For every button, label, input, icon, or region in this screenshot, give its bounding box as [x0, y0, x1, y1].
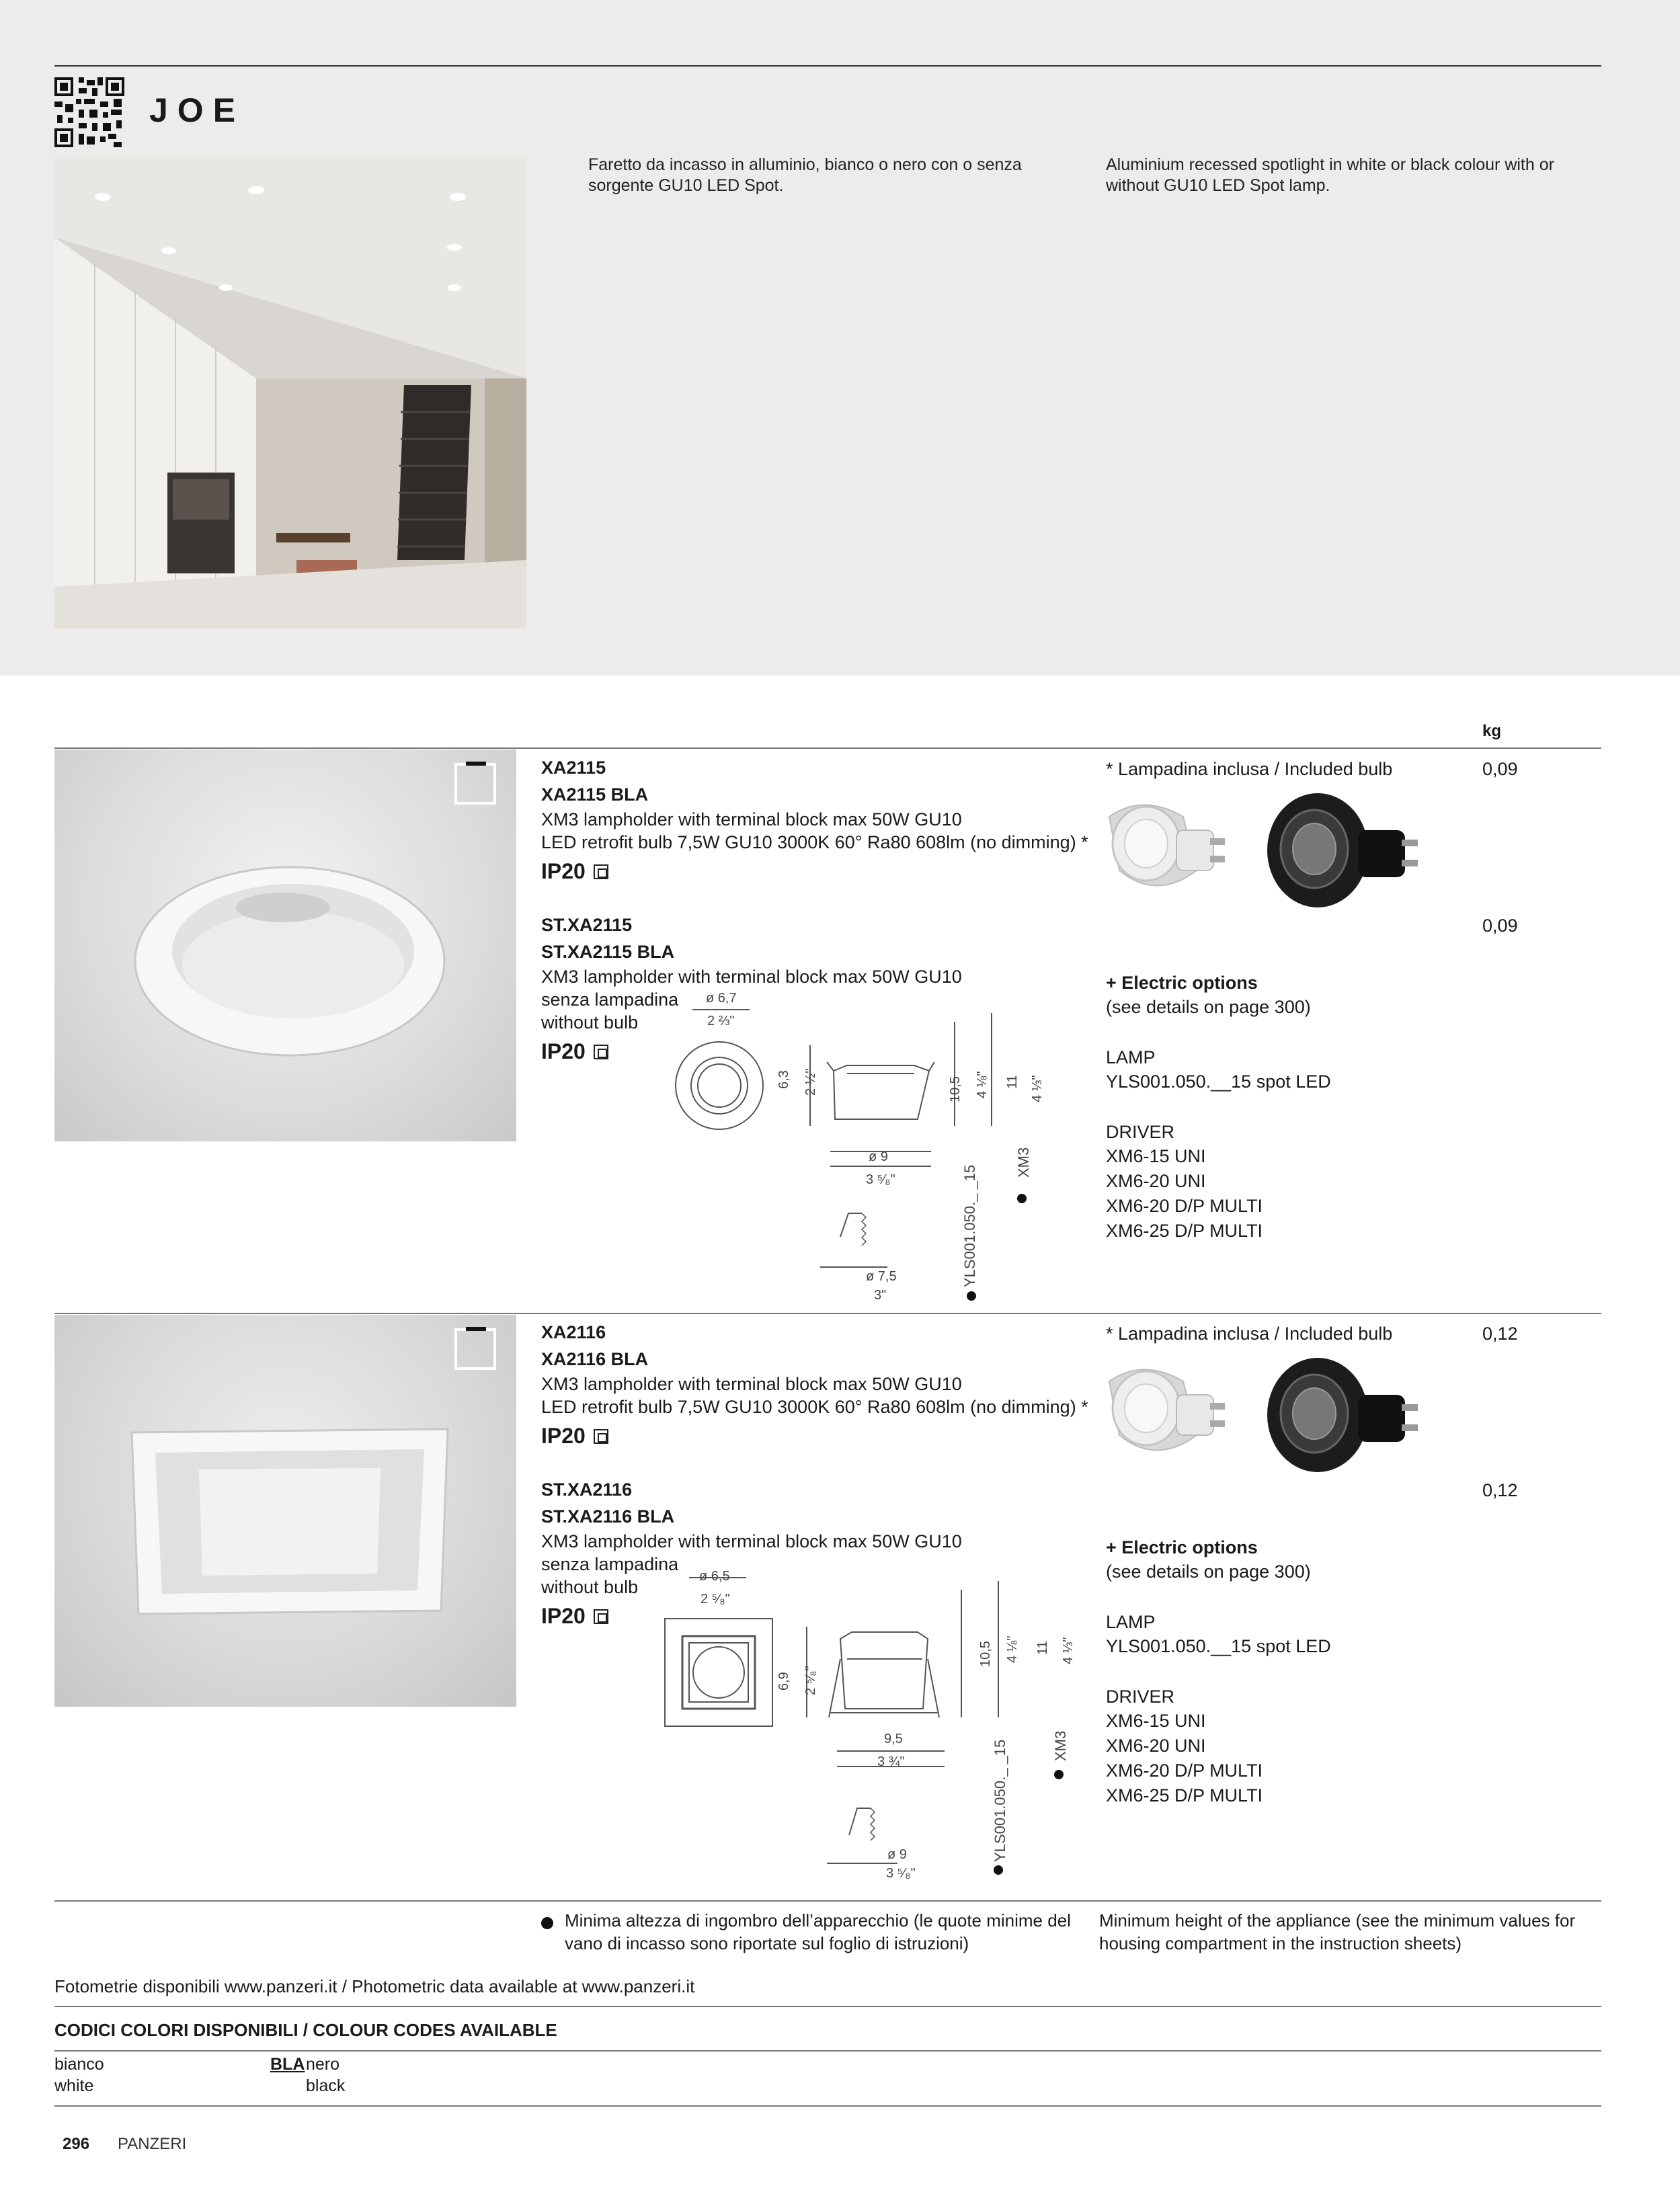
qr-code-icon[interactable]	[54, 77, 124, 147]
dim-h3-in: 4 ⅓"	[1030, 1075, 1045, 1102]
dim-h3: 11	[1005, 1075, 1020, 1089]
driver-item: XM6-15 UNI	[1106, 1146, 1206, 1166]
vertical-lamp-code: YLS001.050._ _15	[992, 1739, 1008, 1862]
dim-cutout-in: 3"	[874, 1288, 887, 1303]
weight-2: 0,09	[1482, 916, 1518, 936]
driver-item: XM6-15 UNI	[1106, 1711, 1206, 1731]
dim-cutout: ø 7,5	[866, 1269, 897, 1284]
photometric-note: Fotometrie disponibili www.panzeri.it / Photometric data available at www.panzeri.it	[54, 1976, 695, 1996]
senza-lampadina: senza lampadina	[541, 1554, 679, 1574]
colour-black-en: black	[306, 2076, 346, 2095]
product-code-st-black: ST.XA2116 BLA	[541, 1506, 675, 1527]
lampholder-spec: XM3 lampholder with terminal block max 50W GU10	[541, 1374, 962, 1394]
product-code-black: XA2115 BLA	[541, 784, 649, 805]
kg-column-header: kg	[1482, 722, 1502, 740]
dim-cutout: ø 9	[887, 1847, 907, 1862]
dim-diameter-top: ø 6,5	[699, 1569, 730, 1584]
dim-diameter-top-in: 2 ⁵⁄₈"	[701, 1592, 730, 1607]
ip-rating-st	[541, 1039, 608, 1064]
interior-photo	[54, 157, 526, 628]
driver-item: XM6-25 D/P MULTI	[1106, 1221, 1263, 1241]
vertical-xm3: XM3	[1052, 1730, 1069, 1761]
vertical-lamp-code: YLS001.050._ _15	[961, 1164, 978, 1287]
description-italian: Faretto da incasso in alluminio, bianco o nero con o senza sorgente GU10 LED Spot.	[588, 155, 1022, 195]
product-title: JOE	[149, 91, 245, 129]
brand-name: PANZERI	[118, 2135, 187, 2153]
page-number: 296	[63, 2135, 90, 2153]
dim-diameter-top: ø 6,7	[706, 991, 737, 1006]
min-height-note-it: Minima altezza di ingombro dell’apparecchio (le quote minime del vano di incasso sono riportate sul foglio di istruzioni)	[565, 1910, 1071, 1953]
class-ii-icon	[594, 864, 608, 879]
bulb-spec: LED retrofit bulb 7,5W GU10 3000K 60° Ra80 608lm (no dimming) *	[541, 832, 1088, 852]
square-shape-icon	[454, 1328, 496, 1370]
ip-rating-st	[541, 1604, 608, 1629]
included-bulb-note: * Lampadina inclusa / Included bulb	[1106, 1324, 1393, 1344]
without-bulb: without bulb	[541, 1577, 639, 1597]
included-bulb-note: * Lampadina inclusa / Included bulb	[1106, 759, 1393, 779]
class-ii-icon	[594, 1609, 608, 1624]
row-rule-1	[54, 747, 1601, 749]
row-rule-3	[54, 1900, 1601, 1902]
electric-options-link[interactable]: + Electric options	[1106, 1537, 1258, 1557]
product-code-st: ST.XA2115	[541, 915, 633, 935]
without-bulb: without bulb	[541, 1012, 639, 1032]
class-ii-icon	[594, 1429, 608, 1444]
bulb-spec: LED retrofit bulb 7,5W GU10 3000K 60° Ra80 608lm (no dimming) *	[541, 1397, 1088, 1417]
driver-item: XM6-20 D/P MULTI	[1106, 1760, 1263, 1781]
top-rule	[54, 65, 1601, 67]
colour-white-it: bianco	[54, 2055, 104, 2074]
driver-label: DRIVER	[1106, 1687, 1175, 1707]
dim-h3: 11	[1035, 1641, 1050, 1655]
vertical-xm3: XM3	[1015, 1147, 1032, 1178]
product-code-st-black: ST.XA2115 BLA	[541, 942, 675, 962]
class-ii-icon	[594, 1045, 608, 1059]
driver-item: XM6-20 D/P MULTI	[1106, 1196, 1263, 1216]
ip-rating	[541, 859, 608, 884]
ip-rating-value: IP20	[541, 859, 586, 883]
electric-options-note: (see details on page 300)	[1106, 997, 1311, 1017]
dim-h1-in: 2 ½"	[803, 1068, 818, 1096]
product-photo-round	[54, 749, 516, 1141]
product-code-black: XA2116 BLA	[541, 1349, 649, 1369]
dim-diameter-bottom: 9,5	[884, 1732, 903, 1746]
technical-drawing-round	[666, 985, 1082, 1307]
dim-diameter-bottom-in: 3 ¾"	[877, 1754, 905, 1769]
weight-1: 0,09	[1482, 759, 1518, 779]
min-height-note-en: Minimum height of the appliance (see the minimum values for housing compartment in the instruction sheets)	[1099, 1910, 1576, 1953]
colour-black-it: nero	[306, 2055, 340, 2074]
electric-options-note: (see details on page 300)	[1106, 1562, 1311, 1582]
colour-code-bla: BLA	[270, 2055, 305, 2074]
row-rule-5	[54, 2050, 1601, 2052]
weight-1: 0,12	[1482, 1324, 1518, 1344]
dim-diameter-bottom-in: 3 ⁵⁄₈"	[866, 1172, 895, 1187]
driver-item: XM6-20 UNI	[1106, 1736, 1206, 1756]
lampholder-spec: XM3 lampholder with terminal block max 50W GU10	[541, 809, 962, 829]
dim-h2-in: 4 ⅛"	[1005, 1635, 1020, 1663]
row-rule-6	[54, 2105, 1601, 2107]
dim-h1: 6,9	[776, 1672, 791, 1691]
ip-rating-value: IP20	[541, 1039, 586, 1063]
dim-cutout-in: 3 ⁵⁄₈"	[886, 1866, 916, 1881]
lampholder-spec-st: XM3 lampholder with terminal block max 50W GU10	[541, 1531, 962, 1551]
product-code-st: ST.XA2116	[541, 1479, 633, 1500]
colour-codes-title: CODICI COLORI DISPONIBILI / COLOUR CODES AVAILABLE	[54, 2020, 557, 2040]
row-rule-4	[54, 2006, 1601, 2007]
lamp-label: LAMP	[1106, 1612, 1156, 1632]
driver-label: DRIVER	[1106, 1122, 1175, 1142]
product-code: XA2115	[541, 758, 606, 778]
senza-lampadina: senza lampadina	[541, 989, 679, 1010]
dim-diameter-bottom: ø 9	[869, 1149, 888, 1164]
gu10-bulbs-image	[1096, 1354, 1459, 1516]
round-shape-icon	[454, 763, 496, 805]
dim-h3-in: 4 ⅓"	[1061, 1637, 1076, 1664]
bullet-dot-icon	[541, 1917, 553, 1929]
product-code: XA2116	[541, 1322, 606, 1342]
gu10-bulbs-image	[1096, 790, 1459, 951]
description-english: Aluminium recessed spotlight in white or black colour with or without GU10 LED Spot lamp.	[1106, 155, 1554, 195]
dim-diameter-top-in: 2 ⅔"	[707, 1014, 735, 1028]
colour-white-en: white	[54, 2076, 94, 2095]
driver-item: XM6-25 D/P MULTI	[1106, 1785, 1263, 1806]
ip-rating-value: IP20	[541, 1604, 586, 1628]
electric-options-link[interactable]: + Electric options	[1106, 973, 1258, 993]
ip-rating	[541, 1424, 608, 1449]
driver-item: XM6-20 UNI	[1106, 1171, 1206, 1191]
row-rule-2	[54, 1313, 1601, 1314]
weight-2: 0,12	[1482, 1480, 1518, 1500]
lamp-label: LAMP	[1106, 1047, 1156, 1067]
ip-rating-value: IP20	[541, 1424, 586, 1448]
product-photo-square	[54, 1315, 516, 1707]
dim-h2-in: 4 ⅛"	[975, 1071, 990, 1098]
dim-h2: 10,5	[978, 1641, 993, 1667]
dim-h1: 6,3	[776, 1070, 791, 1089]
lamp-code: YLS001.050.__15 spot LED	[1106, 1636, 1331, 1656]
dim-h1-in: 2 ⁵⁄₈"	[803, 1666, 818, 1695]
dim-h2: 10,5	[948, 1076, 963, 1102]
lampholder-spec-st: XM3 lampholder with terminal block max 50W GU10	[541, 967, 962, 987]
lamp-code: YLS001.050.__15 spot LED	[1106, 1071, 1331, 1092]
